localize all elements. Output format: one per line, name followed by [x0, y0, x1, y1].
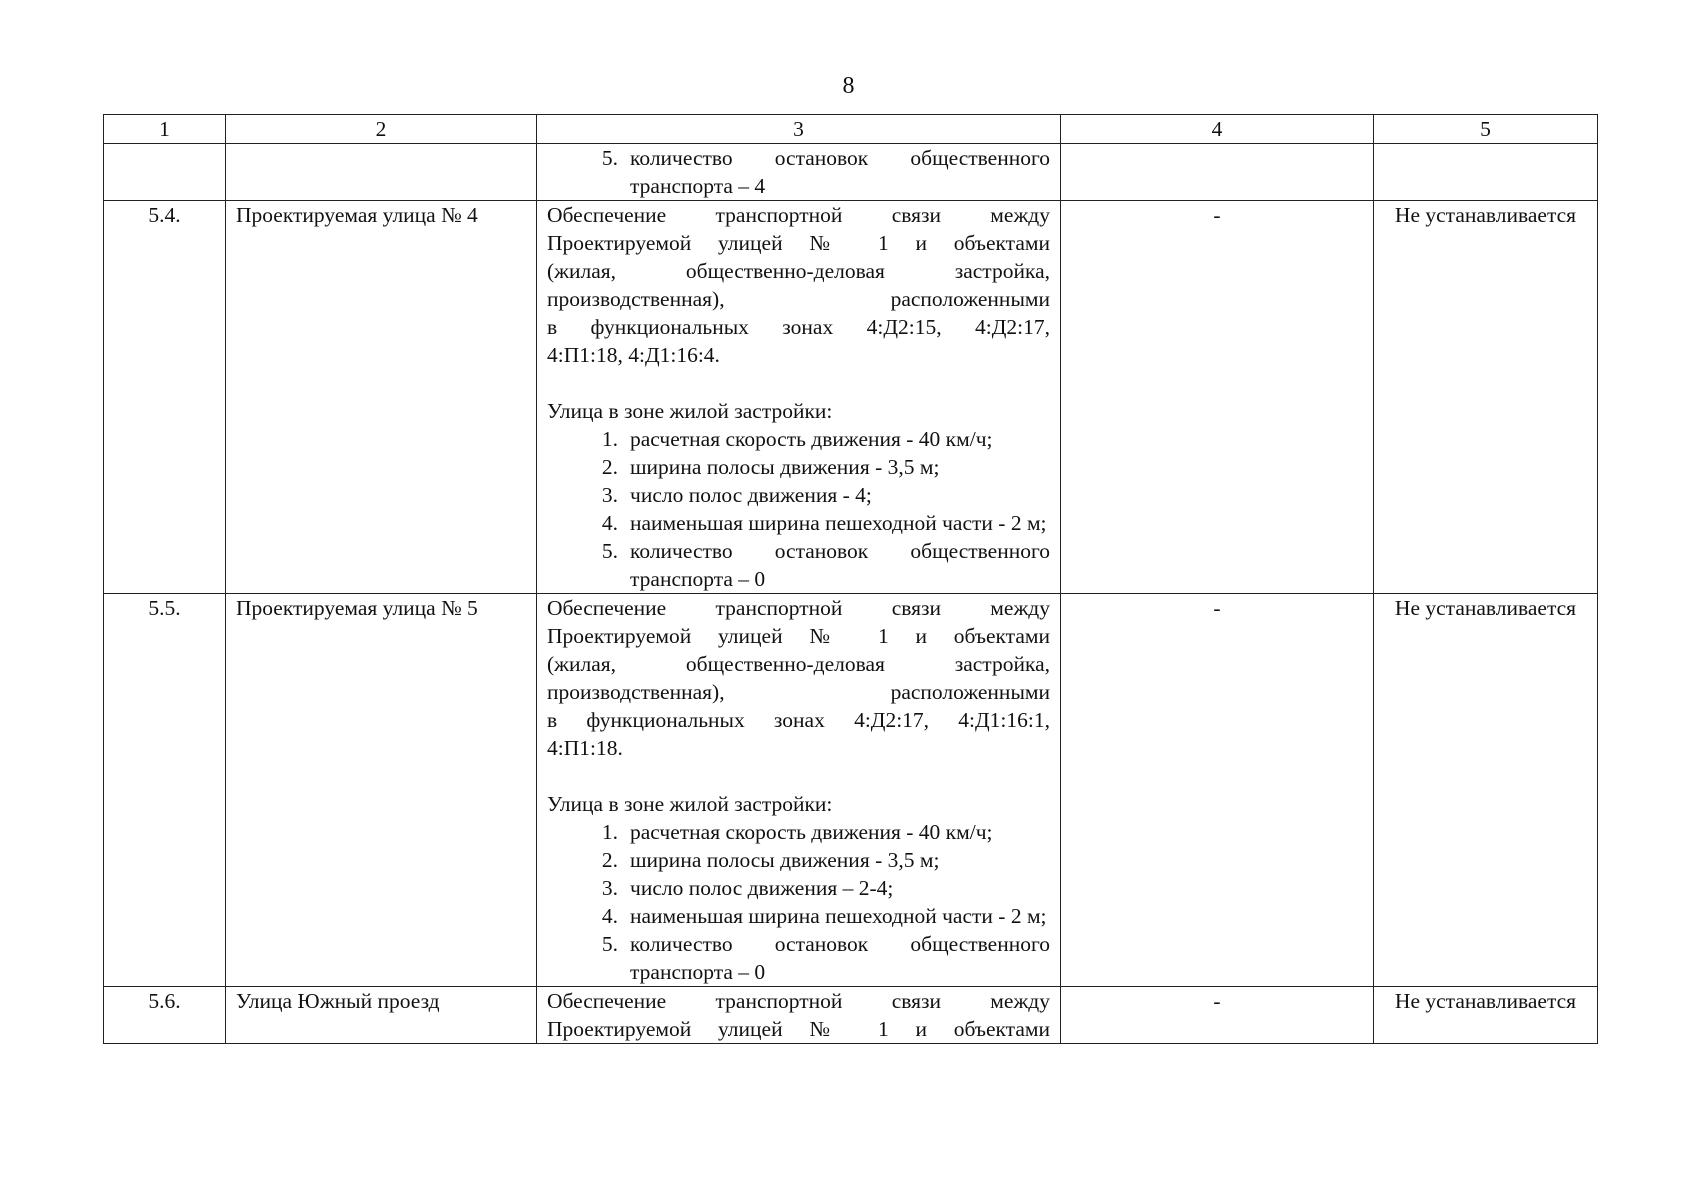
desc-line: производственная), расположенными	[547, 287, 1050, 311]
row-description	[537, 594, 1061, 987]
desc-line: производственная), расположенными	[547, 680, 1050, 704]
header-row	[104, 115, 1598, 144]
list-item: 3. число полос движения – 2-4;	[601, 876, 894, 900]
desc-line: в функциональных зонах 4:Д2:15, 4:Д2:17,	[547, 315, 1050, 339]
list-item: 2. ширина полосы движения - 3,5 м;	[601, 848, 940, 872]
header-col-4: 4	[1061, 115, 1374, 144]
desc-line: Проектируемой улицей № 1 и объектами	[547, 1017, 1050, 1041]
row-number: 5.6.	[104, 987, 226, 1044]
parameter-list	[547, 425, 1050, 593]
desc-line: 4:П1:18, 4:Д1:16:4.	[547, 343, 720, 367]
table-row	[104, 987, 1598, 1044]
row-name: Проектируемая улица № 4	[226, 201, 537, 594]
list-item: 5. количество остановок общественного транспорта – 0	[601, 539, 1050, 591]
list-item: 3. число полос движения - 4;	[601, 483, 872, 507]
continuation-row	[104, 144, 1598, 201]
desc-line: (жилая, общественно-деловая застройка,	[547, 652, 1050, 676]
table-row	[104, 594, 1598, 987]
zone-heading: Улица в зоне жилой застройки:	[547, 399, 833, 423]
list-item: 1. расчетная скорость движения - 40 км/ч;	[601, 820, 993, 844]
row-col5: Не устанавливается	[1374, 987, 1598, 1044]
row-description	[537, 987, 1061, 1044]
document-table	[103, 114, 1598, 1044]
cell-empty	[226, 144, 537, 201]
row-col5: Не устанавливается	[1374, 594, 1598, 987]
desc-line: в функциональных зонах 4:Д2:17, 4:Д1:16:1,	[547, 708, 1050, 732]
spacer	[547, 762, 1050, 790]
list-item: 5. количество остановок общественного транспорта – 4	[601, 146, 1050, 198]
row-name: Улица Южный проезд	[226, 987, 537, 1044]
header-col-1: 1	[104, 115, 226, 144]
list-item: 5. количество остановок общественного транспорта – 0	[601, 932, 1050, 984]
row-number: 5.4.	[104, 201, 226, 594]
zone-heading: Улица в зоне жилой застройки:	[547, 792, 833, 816]
cell-empty	[1061, 144, 1374, 201]
cell-empty	[104, 144, 226, 201]
desc-line: 4:П1:18.	[547, 736, 623, 760]
list-item: 2. ширина полосы движения - 3,5 м;	[601, 455, 940, 479]
row-col4: -	[1061, 201, 1374, 594]
parameter-list	[547, 818, 1050, 986]
list-item: 1. расчетная скорость движения - 40 км/ч;	[601, 427, 993, 451]
row-name: Проектируемая улица № 5	[226, 594, 537, 987]
row-col4: -	[1061, 987, 1374, 1044]
cell-empty	[1374, 144, 1598, 201]
desc-line: Проектируемой улицей № 1 и объектами	[547, 231, 1050, 255]
desc-line: Проектируемой улицей № 1 и объектами	[547, 624, 1050, 648]
page-number: 8	[842, 73, 855, 99]
list-item: 4. наименьшая ширина пешеходной части - 2 м;	[601, 904, 1047, 928]
header-col-3: 3	[537, 115, 1061, 144]
desc-line: Обеспечение транспортной связи между	[547, 596, 1050, 620]
row-col5: Не устанавливается	[1374, 201, 1598, 594]
header-col-5: 5	[1374, 115, 1598, 144]
desc-line: Обеспечение транспортной связи между	[547, 203, 1050, 227]
list-item: 4. наименьшая ширина пешеходной части - 2 м;	[601, 511, 1047, 535]
row-description	[537, 201, 1061, 594]
row-number: 5.5.	[104, 594, 226, 987]
cell-continuation-desc	[537, 144, 1061, 201]
desc-line: (жилая, общественно-деловая застройка,	[547, 259, 1050, 283]
header-col-2: 2	[226, 115, 537, 144]
desc-line: Обеспечение транспортной связи между	[547, 989, 1050, 1013]
spacer	[547, 369, 1050, 397]
row-col4: -	[1061, 594, 1374, 987]
parameter-list	[547, 144, 1050, 200]
table-row	[104, 201, 1598, 594]
